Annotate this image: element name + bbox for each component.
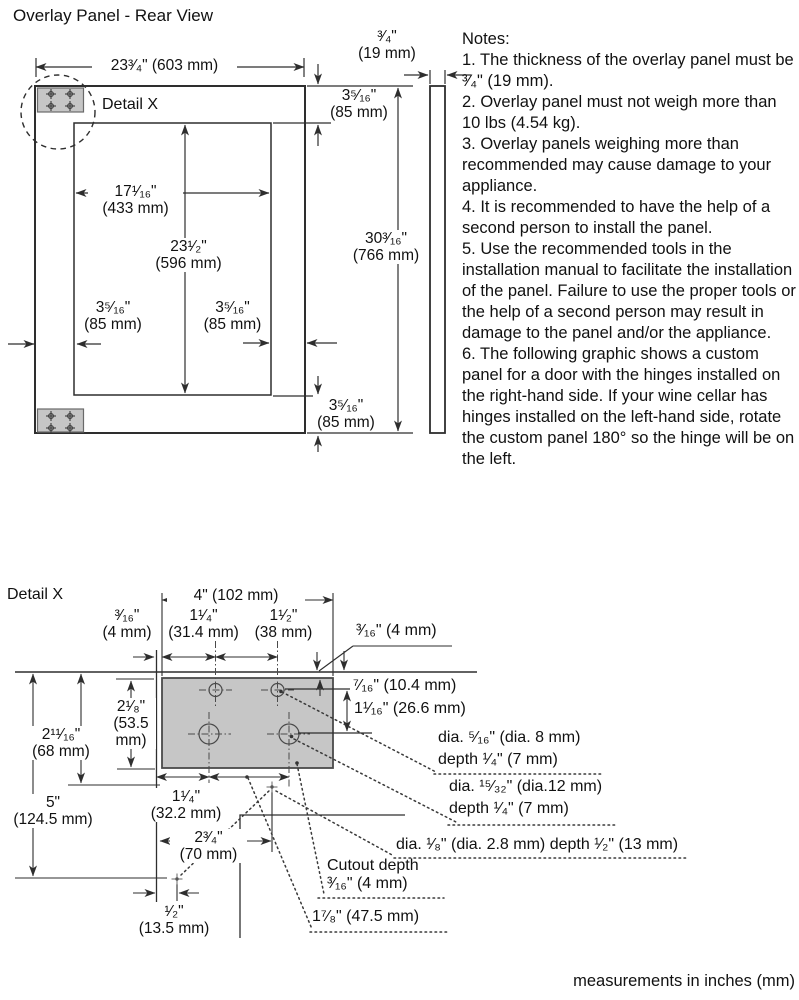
- dim-inches: ³⁄₁₆": [114, 607, 140, 624]
- dim-label-bottom-gap: [306, 397, 386, 431]
- dim-inches: 1¹⁄₄": [189, 607, 218, 624]
- dim-inches: 23¹⁄₂": [170, 238, 207, 255]
- measurement-units-note: measurements in inches (mm): [573, 972, 795, 990]
- dim-label-hole-spacing: [246, 607, 321, 641]
- dim-inches: ¹⁄₂": [164, 903, 184, 920]
- dim-label-left-gap: [75, 299, 151, 333]
- hinge-plate-top: [38, 88, 84, 112]
- cutout-recess: [162, 678, 333, 768]
- dim-inches: 3⁵⁄₁₆": [341, 87, 377, 104]
- dim-mm: (19 mm): [358, 45, 416, 63]
- dim-label-inner-height: [145, 238, 232, 272]
- detail-callout-label: Detail X: [102, 96, 159, 113]
- dim-label-top-to-pin1: [12, 726, 110, 760]
- dim-inches: 1¹⁄₄": [171, 788, 201, 805]
- dim-label-edge-to-pin1: [170, 829, 247, 863]
- dim-mm: (53.5: [113, 715, 149, 733]
- dim-mm: (32.2 mm): [150, 805, 222, 823]
- dim-mm: (68 mm): [32, 743, 90, 761]
- dim-label-cutout-width: 4" (102 mm): [167, 587, 305, 604]
- dim-thickness: [404, 70, 471, 84]
- dim-inches: 1¹⁄₂": [269, 607, 298, 624]
- detail-heading: Detail X: [7, 586, 64, 603]
- spec-line: depth ¹⁄₄" (7 mm): [438, 751, 558, 769]
- pin-hole-spec: dia. ¹⁄₈" (dia. 2.8 mm) depth ¹⁄₂" (13 mm): [396, 836, 679, 853]
- panel-side-view: [430, 86, 445, 433]
- dim-label-inner-width: [88, 183, 183, 217]
- notes-block: [462, 29, 796, 470]
- dim-inches: 2³⁄₄": [194, 829, 223, 846]
- dim-mm: (38 mm): [254, 624, 313, 642]
- spec-line: ³⁄₁₆" (4 mm): [327, 874, 408, 892]
- dim-inches: 17¹⁄₁₆": [114, 183, 157, 200]
- small-hole-spec: [438, 727, 580, 771]
- note-item: 5. Use the recommended tools in the installation manual to facilitate the installation of the panel. Failure to use the proper tools or the help of a second person may result in damage to the panel and/or the appliance.: [462, 240, 796, 342]
- dim-label-thickness: [346, 28, 428, 62]
- dim-inches: 2¹⁄₈": [116, 698, 146, 715]
- dim-mm: (85 mm): [330, 104, 388, 122]
- dim-inches: 5": [45, 794, 61, 811]
- hinge-plate-bottom: [38, 409, 84, 432]
- dim-label-hole1-offset: [159, 607, 248, 641]
- notes-heading: Notes:: [462, 30, 510, 48]
- dim-label-cutout-height: [106, 698, 156, 749]
- dim-label-right-gap: [196, 299, 269, 333]
- note-item: 2. Overlay panel must not weigh more than 10 lbs (4.54 kg).: [462, 93, 777, 132]
- dim-mm: (85 mm): [84, 316, 142, 334]
- large-hole-spacing-label: 1⁷⁄₈" (47.5 mm): [312, 908, 420, 925]
- dim-inches: 30³⁄₁₆": [365, 230, 407, 247]
- spec-line: dia. ⁵⁄₁₆" (dia. 8 mm): [438, 729, 581, 746]
- dim-mm: (13.5 mm): [138, 920, 210, 938]
- dim-mm: (124.5 mm): [13, 811, 93, 829]
- spec-line: Cutout depth: [327, 857, 419, 874]
- dim-mm: (85 mm): [317, 414, 375, 432]
- dim-mm: (596 mm): [155, 255, 222, 273]
- dim-mm: (31.4 mm): [168, 624, 239, 642]
- page-title: Overlay Panel - Rear View: [13, 6, 213, 25]
- dim-inches: 3⁵⁄₁₆": [328, 397, 364, 414]
- spec-line: dia. ¹⁵⁄₃₂" (dia.12 mm): [449, 778, 603, 795]
- dim-edge-to-pin2: [133, 884, 199, 901]
- dim-mm: (766 mm): [352, 247, 420, 265]
- note-item: 6. The following graphic shows a custom panel for a door with the hinges installed on the right-hand side. If your wine cellar has hinges installed on the left-hand side, rotate the custom panel 180° so the hinge will be on the left.: [462, 345, 795, 468]
- dim-label-top-gap: [325, 87, 393, 121]
- dim-mm: (70 mm): [179, 846, 238, 864]
- large-hole-spec: [449, 776, 602, 820]
- dim-label-top-offset: ³⁄₁₆" (4 mm): [356, 622, 437, 639]
- dim-label-overall-height: [343, 230, 429, 264]
- dim-mm: mm): [115, 732, 147, 750]
- dim-label-edge-to-large-hole: [140, 788, 232, 822]
- note-item: 3. Overlay panels weighing more than recommended may cause damage to your appliance.: [462, 135, 772, 195]
- dim-label-overall-width: 23³⁄₄" (603 mm): [92, 57, 237, 74]
- note-item: 1. The thickness of the overlay panel must be ³⁄₄" (19 mm).: [462, 51, 794, 90]
- dim-inches: ³⁄₄": [377, 28, 397, 45]
- dim-inches: 2¹¹⁄₁₆": [41, 726, 81, 743]
- dim-mm: (85 mm): [203, 316, 262, 334]
- dim-label-top-to-pin2: [2, 794, 104, 828]
- dim-mm: (433 mm): [102, 200, 169, 218]
- spec-line: depth ¹⁄₄" (7 mm): [449, 800, 569, 818]
- dim-inches: 3⁵⁄₁₆": [95, 299, 131, 316]
- dim-label-top-to-small: ⁷⁄₁₆" (10.4 mm): [353, 677, 457, 694]
- dim-label-small-to-large: 1¹⁄₁₆" (26.6 mm): [354, 700, 466, 717]
- cutout-depth-label: [327, 857, 419, 892]
- dim-label-edge-offset: [96, 607, 158, 641]
- dim-inches: 3⁵⁄₁₆": [215, 299, 250, 316]
- dim-mm: (4 mm): [102, 624, 152, 642]
- note-item: 4. It is recommended to have the help of a second person to install the panel.: [462, 198, 771, 237]
- dim-label-edge-to-pin2: [128, 903, 220, 937]
